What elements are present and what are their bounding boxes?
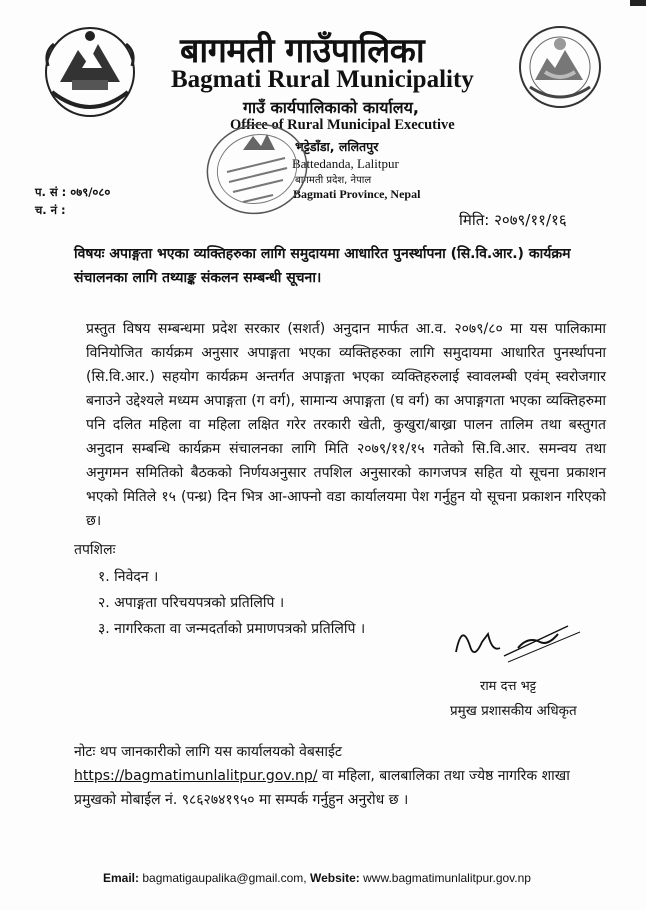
nepal-emblem-icon — [40, 22, 140, 120]
office-stamp-icon — [203, 120, 311, 218]
enclosure-item: १. निवेदन । — [98, 569, 159, 585]
enclosure-item: २. अपाङ्गता परिचयपत्रको प्रतिलिपि । — [98, 595, 285, 611]
issue-date: मिति: २०७९/११/१६ — [459, 211, 567, 229]
signatory-name: राम दत्त भट्ट — [480, 679, 537, 694]
dispatch-number: च. नं : — [35, 203, 66, 217]
notice-subject: विषयः अपाङ्गता भएका व्यक्तिहरुका लागि समुदायमा आधारित पुनर्स्थापना (सि.वि.आर.) कार्यक्रम संचालनका लागि तथ्याङ्क संकलन सम्बन्धी सूचना। — [74, 246, 571, 286]
email-label: Email: — [103, 871, 140, 885]
note-suffix: वा महिला, बालबालिका तथा ज्येष्ठ नागरिक शाखा प्रमुखको मोबाईल नं. ९८६२७४१९५० मा सम्पर्क गर्नुहुन अनुरोध छ । — [74, 768, 570, 808]
province-np: बागमती प्रदेश, नेपाल — [295, 175, 372, 186]
enclosures-heading: तपशिलः — [74, 542, 116, 558]
website-link[interactable]: https://bagmatimunlalitpur.gov.np/ — [74, 768, 318, 784]
municipality-title-np: बागमती गाउँपालिका — [180, 31, 425, 71]
website-address[interactable]: www.bagmatimunlalitpur.gov.np — [363, 871, 531, 885]
letter-number: प. सं : ०७९/०८० — [35, 185, 111, 199]
note-prefix: नोटः थप जानकारीको लागि यस कार्यालयको वेबसाईट — [74, 744, 342, 760]
office-name-en: Office of Rural Municipal Executive — [230, 117, 455, 133]
notice-body: प्रस्तुत विषय सम्बन्धमा प्रदेश सरकार (सशर्त) अनुदान मार्फत आ.व. २०७९/८० मा यस पालिकामा विनियोजित कार्यक्रम अनुसार अपाङ्गता भएका व्यक्तिहरुका लागि समुदायमा आधारित पुनर्स्थापना (सि.वि.आर.) सहयोग कार्यक्रम अन्तर्गत अपाङ्गता भएका व्यक्तिहरुलाई स्वावलम्बी एवंम् स्वरोजगार बनाउने उद्देश्यले मध्यम अपाङ्गता (ग वर्ग), सामान्य अपाङ्गता (घ वर्ग) का अपाङ्गगता भएका व्यक्तिहरुमा पनि दलित महिला वा महिला लक्षित गरेर तरकारी खेती, कुखुरा/बाख्रा पालन तालिम तथा बस्तुगत अनुदान सम्बन्धि कार्यक्रम संचालनका लागि मिति २०७९/११/१५ गतेको सि.वि.आर. समन्वय तथा अनुगमन समितिको बैठकको निर्णयअनुसार तपशिल अनुसारको कागजपत्र सहित यो सूचना प्रकाशन भएको मितिले १५ (पन्ध्र) दिन भित्र आ-आफ्नो वडा कार्यालयमा पेश गर्नुहुन यो सूचना प्रकाशन गरिएको छ। — [86, 321, 606, 529]
address-en: Battedanda, Lalitpur — [292, 156, 399, 171]
municipality-logo-icon — [515, 22, 605, 112]
signatory-title: प्रमुख प्रशासकीय अधिकृत — [450, 703, 577, 719]
website-label: Website: — [309, 871, 360, 885]
signature-icon — [448, 612, 588, 676]
email-address[interactable]: bagmatigaupalika@gmail.com, — [142, 871, 307, 885]
note-paragraph — [74, 740, 574, 812]
scan-edge — [630, 0, 646, 6]
footer-contact — [103, 871, 531, 885]
address-np: भट्टेडाँडा, ललितपुर — [295, 139, 379, 154]
enclosure-item: ३. नागरिकता वा जन्मदर्ताको प्रमाणपत्रको प्रतिलिपि । — [98, 621, 366, 637]
province-en: Bagmati Province, Nepal — [293, 187, 421, 201]
office-name-np: गाउँ कार्यपालिकाको कार्यालय, — [243, 98, 419, 117]
municipality-title-en: Bagmati Rural Municipality — [171, 66, 474, 93]
